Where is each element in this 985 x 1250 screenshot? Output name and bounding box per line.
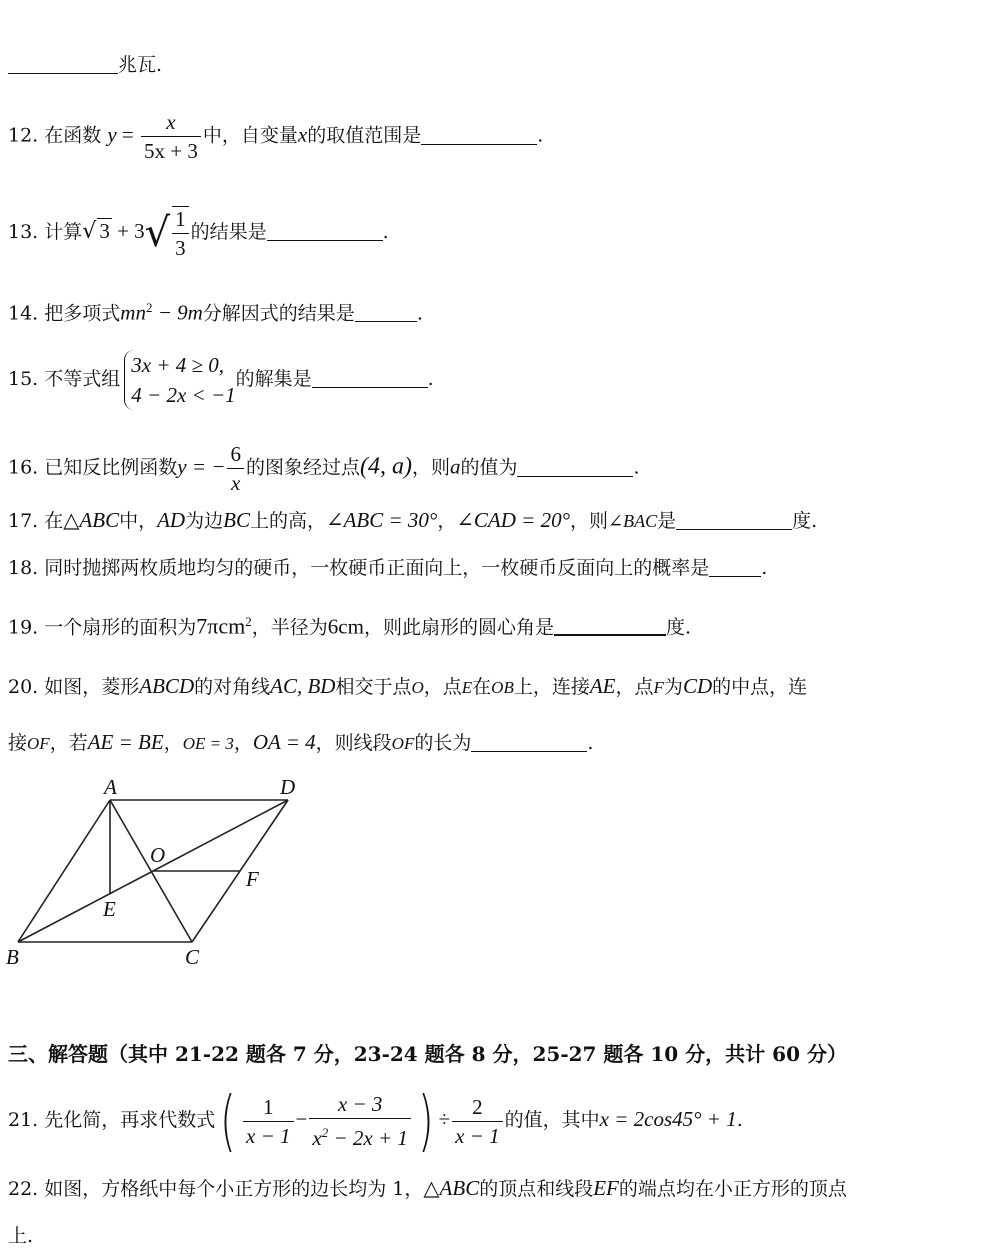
question-12: 12. 在函数 y = $\frac{x}{5x + 3}$ 中，自变量x的取值范围是 . (8, 110, 544, 163)
label-c: C (185, 945, 200, 969)
question-number: 15. (8, 368, 39, 390)
question-18: 18. 同时抛掷两枚质地均匀的硬币，一枚硬币正面向上，一枚硬币反面向上的概率是 . (8, 557, 768, 579)
question-number: 13. (8, 221, 39, 243)
label-b: B (6, 945, 19, 969)
question-19: 19. 一个扇形的面积为7πcm$^2$，半径为6cm，则此扇形的圆心角是 度. (8, 613, 691, 639)
answer-blank (554, 616, 666, 636)
question-number: 22. (8, 1178, 39, 1200)
fraction: $\frac{1}{3}$ (172, 206, 189, 260)
fraction: $\frac{x - 3}{x^2 - 2x + 1}$ (309, 1092, 411, 1150)
answer-blank (421, 126, 537, 145)
section-heading: 三、解答题（其中 21-22 题各 7 分，23-24 题各 8 分，25-27 题各 10 分，共计 60 分） (8, 1042, 847, 1066)
answer-blank (312, 369, 428, 388)
question-number: 21. (8, 1109, 39, 1131)
answer-blank (517, 458, 633, 477)
answer-blank (709, 558, 761, 577)
question-17: 17. 在△ABC中，AD为边BC上的高，∠ABC = 30°，∠CAD = 20°，则∠BAC是 度. (8, 508, 818, 532)
fraction: $\frac{x}{5x + 3}$ (141, 110, 201, 163)
question-16: 16. 已知反比例函数y = − $\frac{6}{x}$ 的图象经过点(4, a)，则a的值为 . (8, 442, 640, 495)
fraction: $\frac{2}{x - 1}$ (452, 1095, 503, 1148)
question-number: 16. (8, 456, 39, 479)
question-22: 22. 如图，方格纸中每个小正方形的边长均为 1，△ABC的顶点和线段EF的端点均在小正方形的顶点 (8, 1176, 847, 1200)
question-20-line-2: 接OF，若AE = BE，OE = 3，OA = 4，则线段OF的长为 . (8, 730, 594, 754)
fraction: $\frac{1}{x - 1}$ (243, 1095, 294, 1148)
answer-blank (471, 733, 587, 752)
label-a: A (104, 775, 117, 799)
question-20: 20. 如图，菱形ABCD的对角线AC, BD相交于点O，点E在OB上，连接AE，点F为CD的中点，连 (8, 674, 808, 698)
answer-blank (8, 55, 118, 74)
label-o: O (150, 843, 166, 867)
answer-blank (267, 222, 383, 241)
label-e: E (103, 897, 116, 921)
question-number: 20. (8, 676, 39, 698)
question-number: 12. (8, 124, 39, 147)
label-d: D (280, 775, 296, 799)
label-f: F (246, 867, 259, 891)
question-11-tail: 兆瓦. (8, 53, 162, 77)
question-number: 14. (8, 302, 39, 325)
question-22-line-2: 上. (8, 1225, 34, 1247)
question-number: 18. (8, 557, 39, 579)
segment-ba (18, 800, 110, 942)
rhombus-figure (0, 770, 320, 980)
question-number: 19. (8, 616, 39, 639)
question-15: 15. 不等式组 3x + 4 ≥ 0, 4 − 2x < −1 的解集是 . (8, 350, 434, 410)
inequality-system: 3x + 4 ≥ 0, 4 − 2x < −1 (124, 350, 235, 410)
question-number: 17. (8, 510, 39, 532)
fraction: $\frac{6}{x}$ (227, 442, 244, 495)
question-13: 13. 计算√ 3 + 3√ $\frac{1}{3}$ 的结果是 . (8, 207, 389, 260)
question-21: 21. 先化简，再求代数式( $\frac{1}{x - 1}$ − $\frac{x - 3}{x^2 - 2x + 1}$ ) ÷ $\frac{2}{x - 1}$ 的值，其中x = 2cos45° + 1. (8, 1082, 743, 1159)
answer-blank (676, 511, 792, 530)
answer-blank (355, 303, 417, 322)
question-14: 14. 把多项式$mn^2 - 9m$分解因式的结果是 . (8, 300, 423, 325)
